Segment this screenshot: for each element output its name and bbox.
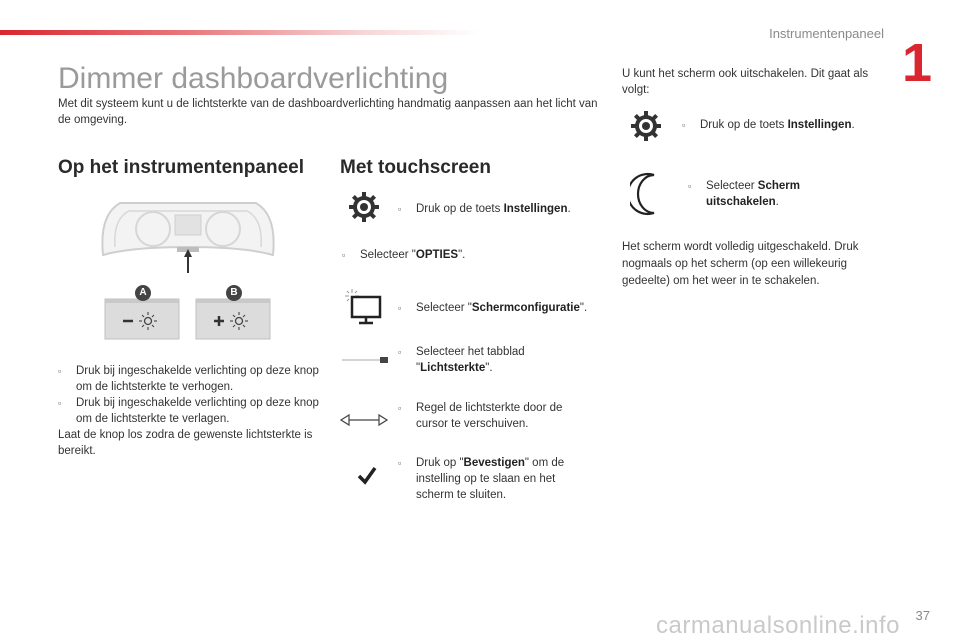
- middle-step-4: ▫ Selecteer het tabblad "Lichtsterkte".: [398, 346, 525, 374]
- bullet-icon: ▫: [342, 250, 346, 260]
- right-outro: Het scherm wordt volledig uitgeschakeld. Druk nogmaals op het scherm (op een willekeurig gedeelte) om het weer in te schakelen.: [622, 241, 859, 287]
- middle-step-6: ▫ Druk op "Bevestigen" om de instelling op te slaan en het scherm te sluiten.: [398, 457, 565, 501]
- button-a-label: A: [135, 285, 151, 301]
- middle-step-1: ▫ Druk op de toets Instellingen.: [398, 203, 571, 215]
- header-accent-bar: [0, 30, 480, 35]
- checkmark-icon: [357, 465, 377, 485]
- bullet-icon: ▫: [398, 204, 402, 214]
- left-instructions: [58, 363, 320, 459]
- bullet-icon: ▫: [398, 347, 402, 357]
- middle-step-2: ▫ Selecteer "OPTIES".: [342, 249, 466, 261]
- page-title: Dimmer dashboardverlichting: [58, 62, 449, 95]
- right-step-1: ▫ Druk op de toets Instellingen.: [682, 119, 855, 131]
- bullet-icon: ▫: [398, 403, 402, 413]
- watermark: carmanualsonline.info: [656, 612, 900, 639]
- gear-icon: [348, 191, 380, 223]
- bullet-icon: ▫: [58, 366, 62, 376]
- page-number: 37: [915, 608, 930, 623]
- bullet-icon: ▫: [58, 398, 62, 408]
- left-heading: Op het instrumentenpaneel: [58, 157, 304, 178]
- header-section-title: Instrumentenpaneel: [769, 26, 884, 41]
- right-step-2: ▫ Selecteer Scherm uitschakelen.: [688, 180, 800, 208]
- instrument-cluster-illustration: [95, 195, 281, 275]
- slider-tab-icon: [340, 354, 390, 366]
- monitor-icon: [342, 287, 384, 327]
- button-b-label: B: [226, 285, 242, 301]
- left-bullet-1: ▫ Druk bij ingeschakelde verlichting op deze knop om de lichtsterkte te verhogen.: [58, 365, 319, 393]
- left-bullet-2: ▫ Druk bij ingeschakelde verlichting op deze knop om de lichtsterkte te verlagen.: [58, 397, 319, 425]
- bullet-icon: ▫: [688, 181, 692, 191]
- bullet-icon: ▫: [398, 303, 402, 313]
- right-intro: U kunt het scherm ook uitschakelen. Dit gaat als volgt:: [622, 68, 869, 96]
- page-intro: Met dit systeem kunt u de lichtsterkte van de dashboardverlichting handmatig aanpassen aan het licht van de omgeving.: [58, 98, 598, 126]
- moon-icon: [630, 172, 664, 216]
- middle-step-5: ▫ Regel de lichtsterkte door de cursor te verschuiven.: [398, 402, 563, 430]
- middle-heading: Met touchscreen: [340, 157, 491, 178]
- middle-step-3: ▫ Selecteer "Schermconfiguratie".: [398, 302, 588, 314]
- bullet-icon: ▫: [682, 120, 686, 130]
- chapter-number: 1: [901, 33, 932, 93]
- left-note: Laat de knop los zodra de gewenste lichtsterkte is bereikt.: [58, 429, 313, 457]
- slider-arrows-icon: [340, 413, 388, 427]
- bullet-icon: ▫: [398, 458, 402, 468]
- gear-icon: [630, 110, 662, 142]
